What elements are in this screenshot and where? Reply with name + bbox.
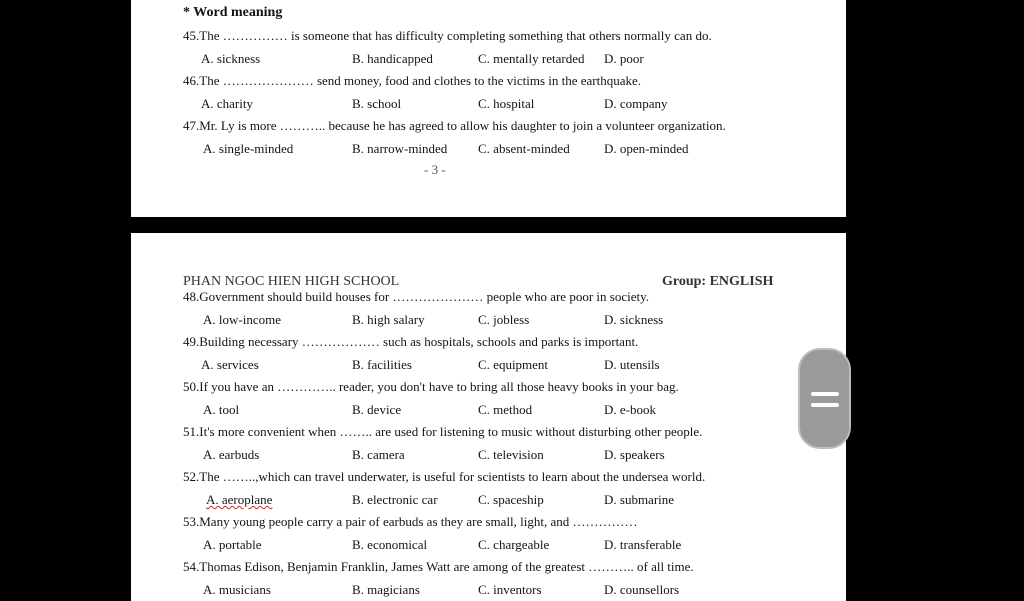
question-47-option-a: A. single-minded: [203, 141, 294, 156]
question-46-option-d: D. company: [604, 96, 668, 111]
question-49-option-d: D. utensils: [604, 357, 660, 372]
question-48-option-b: B. high salary: [352, 312, 425, 327]
question-52-stem: 52.The ……..,which can travel underwater, is useful for scientists to learn about the undersea world.: [183, 469, 706, 484]
question-51-option-a: A. earbuds: [203, 447, 260, 462]
question-53-option-b: B. economical: [352, 537, 428, 552]
question-53-stem: 53.Many young people carry a pair of earbuds as they are small, light, and ……………: [183, 514, 638, 529]
question-48-option-c: C. jobless: [478, 312, 530, 327]
question-51-option-c: C. television: [478, 447, 544, 462]
question-49-option-b: B. facilities: [352, 357, 412, 372]
scroll-handle[interactable]: [798, 348, 851, 449]
question-50-option-d: D. e-book: [604, 402, 656, 417]
question-47-option-c: C. absent-minded: [478, 141, 570, 156]
question-45-stem: 45.The …………… is someone that has difficulty completing something that others normally can do.: [183, 28, 712, 43]
question-50-stem: 50.If you have an ………….. reader, you don't have to bring all those heavy books in your bag.: [183, 379, 679, 394]
question-52-option-a: A. aeroplane: [206, 492, 273, 507]
question-53-option-a: A. portable: [203, 537, 262, 552]
question-45-option-c: C. mentally retarded: [478, 51, 585, 66]
question-54-option-b: B. magicians: [352, 582, 420, 597]
question-50-option-a: A. tool: [203, 402, 240, 417]
question-49-option-a: A. services: [201, 357, 259, 372]
question-49-stem: 49.Building necessary ……………… such as hospitals, schools and parks is important.: [183, 334, 639, 349]
question-54-option-c: C. inventors: [478, 582, 542, 597]
question-52-option-c: C. spaceship: [478, 492, 544, 507]
question-45-option-b: B. handicapped: [352, 51, 433, 66]
question-47-option-d: D. open-minded: [604, 141, 689, 156]
question-52-option-b: B. electronic car: [352, 492, 438, 507]
page-number: - 3 -: [424, 162, 446, 177]
grip-line-icon: [811, 392, 839, 396]
grip-line-icon: [811, 403, 839, 407]
question-45-option-d: D. poor: [604, 51, 644, 66]
question-54-option-d: D. counsellors: [604, 582, 680, 597]
question-46-stem: 46.The ………………… send money, food and clothes to the victims in the earthquake.: [183, 73, 642, 88]
question-51-option-d: D. speakers: [604, 447, 665, 462]
question-46-option-b: B. school: [352, 96, 402, 111]
group-label: Group: ENGLISH: [662, 274, 774, 289]
question-48-stem: 48.Government should build houses for ………………… people who are poor in society.: [183, 289, 650, 304]
question-52-option-d: D. submarine: [604, 492, 675, 507]
question-53-option-d: D. transferable: [604, 537, 682, 552]
question-49-option-c: C. equipment: [478, 357, 549, 372]
question-46-option-a: A. charity: [201, 96, 253, 111]
section-title: * Word meaning: [183, 5, 283, 20]
question-51-stem: 51.It's more convenient when …….. are used for listening to music without disturbing other people.: [183, 424, 703, 439]
question-54-stem: 54.Thomas Edison, Benjamin Franklin, James Watt are among of the greatest ……….. of all time.: [183, 559, 694, 574]
question-47-option-b: B. narrow-minded: [352, 141, 448, 156]
school-name: PHAN NGOC HIEN HIGH SCHOOL: [183, 274, 400, 289]
document-page-4: [131, 233, 846, 601]
question-53-option-c: C. chargeable: [478, 537, 550, 552]
question-51-option-b: B. camera: [352, 447, 405, 462]
question-45-option-a: A. sickness: [201, 51, 261, 66]
question-50-option-b: B. device: [352, 402, 402, 417]
question-48-option-d: D. sickness: [604, 312, 664, 327]
question-47-stem: 47.Mr. Ly is more ……….. because he has agreed to allow his daughter to join a volunteer organization.: [183, 118, 726, 133]
question-48-option-a: A. low-income: [203, 312, 281, 327]
question-50-option-c: C. method: [478, 402, 533, 417]
question-46-option-c: C. hospital: [478, 96, 535, 111]
question-54-option-a: A. musicians: [203, 582, 271, 597]
document-page-3: [131, 0, 846, 217]
